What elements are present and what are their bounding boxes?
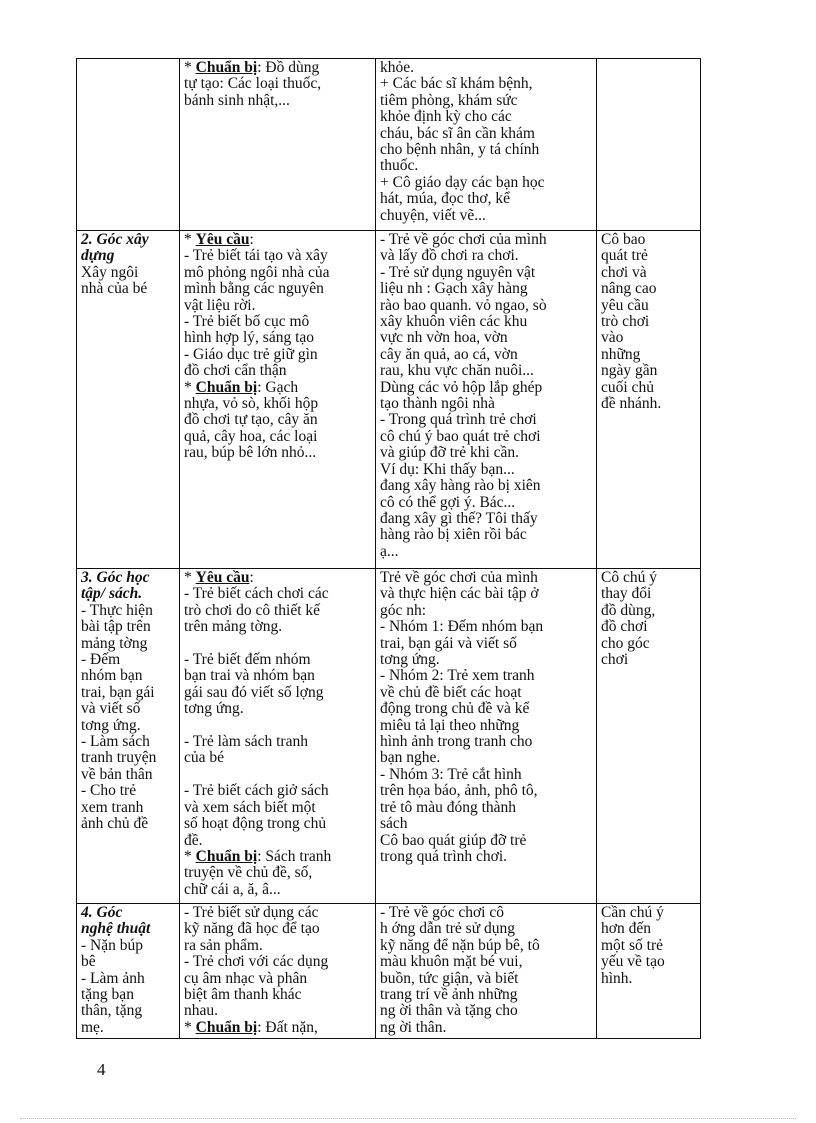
text-line: bê [81, 953, 96, 971]
text-line: - Làm ảnh [81, 969, 145, 987]
text-line: liệu nh : Gạch xây hàng [380, 280, 528, 298]
text-line: - Trẻ sử dụng nguyên vật [380, 263, 536, 281]
heading-text: : Gạch [257, 378, 299, 396]
text-line: đang xây gì thế? Tôi thấy [380, 509, 538, 527]
text-line: đang xây hàng rào bị xiên [380, 477, 541, 495]
text-line: - Trẻ về góc chơi cô [380, 904, 504, 921]
text-line: của bé [184, 749, 225, 767]
text-line: chơi [601, 651, 629, 669]
text-line: ạ... [380, 542, 399, 560]
text-line: hình hợp lý, sáng tạo [184, 329, 315, 347]
text-line: tranh truyện [81, 749, 157, 767]
text-line: - Cho trẻ [81, 782, 137, 800]
page-number: 4 [97, 1060, 106, 1079]
text-line: thay đổi [601, 585, 652, 603]
text-line: - Nhóm 2: Trẻ xem tranh [380, 667, 535, 685]
text-line: trai, bạn gái và viết số [380, 634, 517, 652]
heading-text: : [249, 231, 254, 248]
text-line: hát, múa, đọc thơ, kể [380, 190, 511, 208]
text-line: biệt âm thanh khác [184, 986, 302, 1004]
heading-prefix: * [184, 231, 196, 248]
text-line: sách [380, 815, 408, 833]
text-line: miêu tả lại theo những [380, 716, 520, 734]
text-line: - Trong quá trình trẻ chơi [380, 411, 537, 429]
text-line: + Các bác sĩ khám bệnh, [380, 75, 533, 93]
text-line: cô có thể gợi ý. Bác... [380, 493, 516, 511]
text-line: trong quá trình chơi. [380, 847, 508, 865]
table-row [77, 231, 701, 569]
table-row [77, 59, 701, 231]
text-line: nhựa, vỏ sò, khối hộp [184, 395, 319, 413]
text-line: và viết số [81, 700, 141, 718]
text-line: Cần chú ý [601, 904, 664, 921]
text-line: xem tranh [81, 798, 144, 816]
text-line: ảnh chủ đề [81, 815, 149, 833]
text-line: trò chơi do cô thiết kế [184, 601, 321, 619]
text-line: mình bằng các nguyên [184, 280, 324, 298]
corner-title: nghệ thuật [81, 920, 151, 938]
text-line: truyện về chủ đề, số, [184, 864, 313, 882]
table-row [77, 904, 701, 1039]
text-line: tặng bạn [81, 986, 134, 1004]
activity-cell [376, 59, 597, 231]
text-line: cho bệnh nhân, y tá chính [380, 141, 540, 159]
text-line: những [601, 345, 641, 363]
text-line: quả, cây hoa, các loại [184, 427, 318, 445]
text-line: cụ âm nhạc và phân [184, 969, 308, 987]
section-heading [184, 849, 372, 865]
text-line: - Trẻ chơi với các dụng [184, 953, 329, 971]
section-heading [184, 380, 372, 396]
text-line: quát trẻ [601, 247, 648, 265]
heading-prefix: * [184, 59, 196, 76]
text-line: khỏe định kỳ cho các [380, 108, 512, 126]
corner-title: 3. Góc học [81, 569, 150, 586]
text-line: thuốc. [380, 157, 419, 175]
heading-label: Yêu cầu [195, 231, 250, 248]
text-line [184, 767, 372, 783]
requirements-cell [180, 904, 376, 1039]
text-line: vực nh vờn hoa, vờn [380, 329, 508, 347]
text-line: - Nhóm 1: Đếm nhóm bạn [380, 618, 544, 636]
text-line: trẻ tô màu đóng thành [380, 798, 517, 816]
text-line: yếu về tạo [601, 953, 665, 971]
text-line: đồ dùng, [601, 601, 656, 619]
heading-label: Chuẩn bị [195, 1018, 258, 1036]
text-line: về bản thân [81, 765, 153, 783]
corner-title: tập/ sách. [81, 585, 143, 603]
text-line: Trẻ về góc chơi của mình [380, 569, 538, 586]
text-line: - Làm sách [81, 733, 150, 751]
activity-cell [376, 231, 597, 569]
text-line: cháu, bác sĩ ân cần khám [380, 124, 535, 142]
text-line: đồ chơi cẩn thận [184, 362, 287, 380]
text-line: khỏe. [380, 59, 415, 76]
text-line: tạo thành ngôi nhà [380, 395, 495, 413]
corner-cell [77, 231, 180, 569]
text-line: - Trẻ làm sách tranh [184, 733, 308, 751]
heading-text: : [249, 569, 254, 586]
text-line: kỹ năng đã học để tạo [184, 920, 320, 938]
corner-title: dựng [81, 247, 115, 265]
text-line: - Giáo dục trẻ giữ gìn [184, 345, 318, 363]
section-heading [184, 60, 372, 76]
text-line: nâng cao [601, 280, 657, 298]
section-heading [184, 1020, 372, 1036]
heading-label: Chuẩn bị [195, 847, 258, 865]
text-line: và giúp đỡ trẻ khi cần. [380, 444, 520, 462]
requirements-cell [180, 231, 376, 569]
text-line: + Cô giáo dạy các bạn học [380, 173, 545, 191]
text-line: rau, khu vực chăn nuôi... [380, 362, 534, 380]
text-line: trò chơi [601, 313, 650, 331]
text-line: cuối chủ [601, 378, 654, 396]
heading-text: : Sách tranh [257, 847, 332, 865]
text-line: ngày gần [601, 362, 658, 380]
text-line: nhóm bạn [81, 667, 143, 685]
text-line: Ví dụ: Khi thấy bạn... [380, 460, 515, 478]
text-line: vật liệu rời. [184, 296, 256, 314]
text-line: về chủ đề biết các hoạt [380, 683, 522, 701]
text-line: - Trẻ biết cách giở sách [184, 782, 329, 800]
text-line: - Trẻ biết bố cục mô [184, 313, 310, 331]
text-line: chơi và [601, 263, 647, 281]
text-line: - Trẻ biết tái tạo và xây [184, 247, 328, 265]
text-line [184, 636, 372, 652]
text-line: - Trẻ về góc chơi của mình [380, 231, 547, 248]
text-line: rau, búp bê lớn nhỏ... [184, 444, 317, 462]
text-line: hình ảnh trong tranh cho [380, 733, 533, 751]
text-line: vào [601, 329, 624, 347]
note-cell [597, 904, 701, 1039]
heading-prefix: * [184, 1018, 196, 1036]
text-line: trên họa báo, ảnh, phô tô, [380, 782, 538, 800]
text-line: mô phỏng ngôi nhà của [184, 263, 330, 281]
text-line: bạn nghe. [380, 749, 441, 767]
text-line: - Nặn búp [81, 936, 143, 954]
text-line: màu khuôn mặt bé vui, [380, 953, 523, 971]
text-line: bạn trai và nhóm bạn [184, 667, 315, 685]
page-footer-divider [20, 1118, 796, 1119]
heading-text: : Đồ dùng [257, 59, 320, 76]
text-line: hình. [601, 969, 633, 987]
text-line: tơng ứng. [184, 700, 244, 718]
heading-prefix: * [184, 378, 196, 396]
text-line: kỹ năng để nặn búp bê, tô [380, 936, 540, 954]
text-line: và thực hiện các bài tập ở [380, 585, 539, 603]
text-line: ra sản phẩm. [184, 936, 263, 954]
page-sheet [76, 58, 700, 1039]
text-line: - Đếm [81, 651, 121, 669]
text-line: bài tập trên [81, 618, 151, 636]
section-heading [184, 232, 372, 248]
text-line: thân, tặng [81, 1002, 143, 1020]
corner-title: 4. Góc [81, 904, 123, 921]
text-line: cô chú ý bao quát trẻ chơi [380, 427, 541, 445]
corner-cell [77, 59, 180, 231]
text-line: - Nhóm 3: Trẻ cắt hình [380, 765, 522, 783]
note-cell [597, 569, 701, 904]
text-line: góc nh: [380, 601, 427, 619]
activity-cell [376, 569, 597, 904]
text-line: yêu cầu [601, 296, 649, 314]
text-line: trên mảng tờng. [184, 618, 283, 636]
heading-prefix: * [184, 569, 196, 586]
text-line: rào bao quanh. vỏ ngao, sò [380, 296, 547, 314]
requirements-cell [180, 569, 376, 904]
text-line: tơng ứng. [380, 651, 440, 669]
text-line: một số trẻ [601, 936, 663, 954]
heading-label: Chuẩn bị [195, 378, 258, 396]
text-line: động trong chủ đề và kể [380, 700, 530, 718]
text-line: tự tạo: Các loại thuốc, [184, 75, 322, 93]
text-line: tiêm phòng, khám sức [380, 91, 518, 109]
text-line: Xây ngôi [81, 263, 139, 281]
text-line: cây ăn quả, ao cá, vờn [380, 345, 518, 363]
activity-cell [376, 904, 597, 1039]
section-heading [184, 570, 372, 586]
text-line: và xem sách biết một [184, 798, 316, 816]
heading-text: : Đất nặn, [257, 1018, 318, 1036]
text-line: Cô bao [601, 231, 646, 248]
text-line: nhau. [184, 1002, 219, 1020]
text-line: đề. [184, 831, 203, 849]
text-line: Dùng các vỏ hộp lắp ghép [380, 378, 543, 396]
heading-label: Chuẩn bị [195, 59, 258, 76]
text-line: và lấy đồ chơi ra chơi. [380, 247, 519, 265]
text-line: - Thực hiện [81, 601, 153, 619]
text-line: đồ chơi tự tạo, cây ăn [184, 411, 318, 429]
text-line: số hoạt động trong chủ [184, 815, 327, 833]
text-line: tơng ứng. [81, 716, 141, 734]
text-line: trai, bạn gái [81, 683, 155, 701]
text-line: chuyện, viết vẽ... [380, 206, 486, 224]
text-line: buồn, tức giận, và biết [380, 969, 519, 987]
text-line: bánh sinh nhật,... [184, 91, 290, 109]
note-cell [597, 59, 701, 231]
text-line: nhà của bé [81, 280, 148, 298]
text-line: - Trẻ biết đếm nhóm [184, 651, 311, 669]
text-line: đồ chơi [601, 618, 648, 636]
text-line: trang trí về ảnh những [380, 986, 518, 1004]
text-line: hàng rào bị xiên rồi bác [380, 526, 527, 544]
text-line: h ớng dẫn trẻ sử dụng [380, 920, 515, 938]
note-cell [597, 231, 701, 569]
text-line: xây khuôn viên các khu [380, 313, 528, 331]
text-line: mẹ. [81, 1018, 104, 1036]
text-line: gái sau đó viết số lợng [184, 683, 324, 701]
text-line: chữ cái a, ă, â... [184, 880, 281, 898]
corner-cell [77, 904, 180, 1039]
text-line: ng ời thân. [380, 1018, 447, 1036]
text-line: Cô bao quát giúp đỡ trẻ [380, 831, 527, 849]
text-line [184, 718, 372, 734]
requirements-cell [180, 59, 376, 231]
text-line: Cô chú ý [601, 569, 657, 586]
text-line: cho góc [601, 634, 650, 652]
table-row [77, 569, 701, 904]
text-line: mảng tờng [81, 634, 148, 652]
activity-table [76, 58, 701, 1039]
text-line: ng ời thân và tặng cho [380, 1002, 518, 1020]
text-line: đề nhánh. [601, 395, 662, 413]
text-line: - Trẻ biết sử dụng các [184, 904, 319, 921]
text-line: hơn đến [601, 920, 651, 938]
heading-prefix: * [184, 847, 196, 865]
corner-cell [77, 569, 180, 904]
heading-label: Yêu cầu [195, 569, 250, 586]
corner-title: 2. Góc xây [81, 231, 149, 248]
text-line: - Trẻ biết cách chơi các [184, 585, 329, 603]
